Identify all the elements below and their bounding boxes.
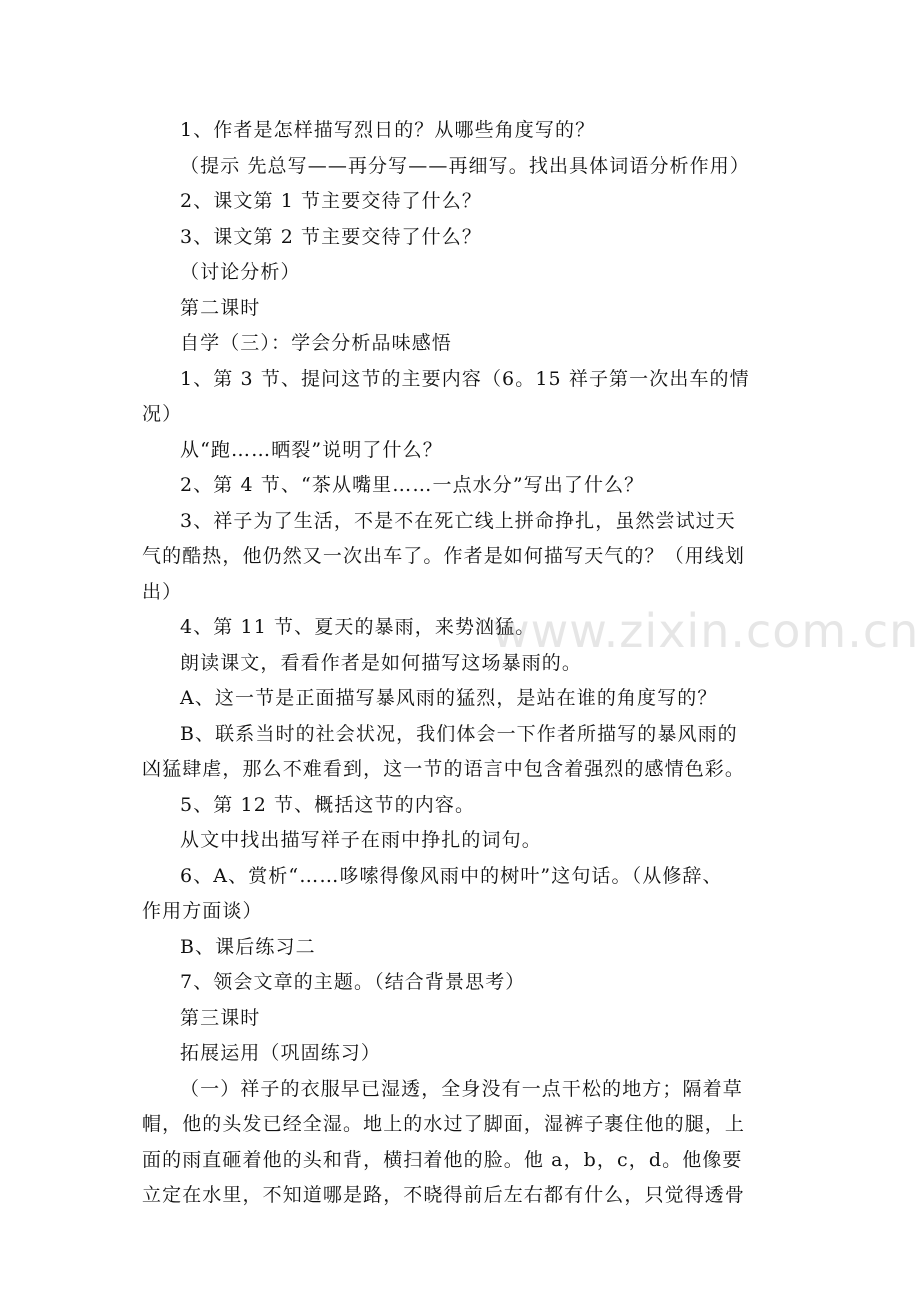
text-line: 自学（三）：学会分析品味感悟 bbox=[180, 332, 452, 354]
text-line: A、这一节是正面描写暴风雨的猛烈，是站在谁的角度写的？ bbox=[180, 687, 718, 709]
text-line: 作用方面谈） bbox=[142, 900, 263, 922]
text-line: B、课后练习二 bbox=[180, 935, 316, 958]
text-line: 第二课时 bbox=[180, 296, 261, 319]
text-line: 凶猛肆虐，那么不难看到，这一节的语言中包含着强烈的感情色彩。 bbox=[142, 758, 746, 780]
text-line: 1、第 3 节、提问这节的主要内容（6。15 祥子第一次出车的情 bbox=[180, 367, 750, 390]
text-line: 况） bbox=[142, 403, 183, 425]
text-line: 面的雨直砸着他的头和背，横扫着他的脸。他 a，b，c，d。他像要 bbox=[142, 1148, 743, 1171]
text-line: 朗读课文，看看作者是如何描写这场暴雨的。 bbox=[180, 651, 583, 674]
text-line: 从“跑……晒裂”说明了什么？ bbox=[180, 438, 443, 461]
text-line: （提示 先总写——再分写——再细写。找出具体词语分析作用） bbox=[180, 154, 750, 177]
watermark: www.zixin.com.cn bbox=[492, 604, 920, 658]
text-line: B、联系当时的社会状况，我们体会一下作者所描写的暴风雨的 bbox=[180, 722, 738, 745]
text-line: 从文中找出描写祥子在雨中挣扎的词句。 bbox=[180, 829, 542, 851]
text-line: 7、领会文章的主题。（结合背景思考） bbox=[180, 971, 526, 993]
text-line: 6、A、赏析“……哆嗦得像风雨中的树叶”这句话。（从修辞、 bbox=[180, 864, 723, 887]
text-line: 3、祥子为了生活，不是不在死亡线上拼命挣扎，虽然尝试过天 bbox=[180, 509, 736, 532]
text-line: 4、第 11 节、夏天的暴雨，来势汹猛。 bbox=[180, 616, 536, 638]
text-line: 帽，他的头发已经全湿。地上的水过了脚面，湿裤子裹住他的腿，上 bbox=[142, 1113, 746, 1135]
text-line: 2、第 4 节、“茶从嘴里……一点水分”写出了什么？ bbox=[180, 474, 645, 496]
document-body bbox=[142, 113, 792, 1214]
text-line: 立定在水里，不知道哪是路，不晓得前后左右都有什么，只觉得透骨 bbox=[142, 1184, 746, 1206]
text-line: 5、第 12 节、概括这节的内容。 bbox=[180, 793, 476, 816]
text-line: 气的酷热，他仍然又一次出车了。作者是如何描写天气的？（用线划 bbox=[142, 545, 746, 567]
text-line: 1、作者是怎样描写烈日的？从哪些角度写的？ bbox=[180, 119, 596, 141]
text-line: （一）祥子的衣服早已湿透，全身没有一点干松的地方；隔着草 bbox=[180, 1077, 743, 1100]
text-line: 拓展运用（巩固练习） bbox=[180, 1042, 382, 1064]
text-line: 第三课时 bbox=[180, 1006, 261, 1029]
text-line: （讨论分析） bbox=[180, 261, 301, 283]
text-line: 出） bbox=[142, 580, 183, 603]
text-line: 2、课文第 1 节主要交待了什么？ bbox=[180, 190, 482, 212]
text-line: 3、课文第 2 节主要交待了什么？ bbox=[180, 225, 482, 248]
